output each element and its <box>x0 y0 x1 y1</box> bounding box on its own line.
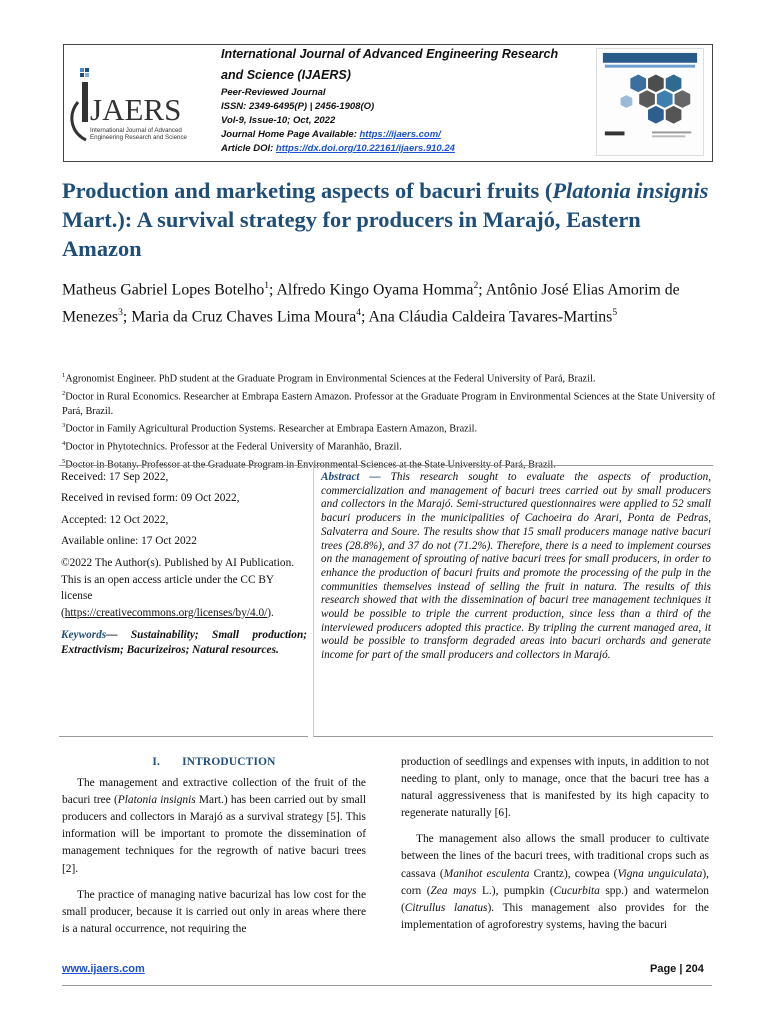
cover-hexagons <box>621 75 691 124</box>
keywords-dash: — <box>106 629 131 642</box>
affiliations <box>62 369 718 473</box>
issn: ISSN: 2349-6495(P) | 2456-1908(O) <box>221 101 375 112</box>
footer-divider <box>62 985 712 986</box>
affiliation-2 <box>62 387 718 419</box>
author-3-sup: 3 <box>118 307 123 318</box>
species-name: Citrullus lanatus <box>404 901 488 914</box>
affiliation-num: 1 <box>62 372 66 379</box>
author-separator: ; <box>122 308 132 326</box>
author-4: Maria da Cruz Chaves Lima Moura <box>131 308 357 326</box>
species-name: Zea mays <box>430 884 477 897</box>
home-page-line <box>221 128 593 142</box>
paragraph <box>401 831 709 934</box>
page-label: Page <box>650 963 677 975</box>
paragraph: The practice of managing native bacurizal has low cost for the small producer, because it is carried out only in areas where there is a natural occurrence, not requiring the <box>62 888 366 935</box>
affiliation-1 <box>62 369 718 387</box>
affiliation-3 <box>62 419 718 437</box>
species-name: Cucurbita <box>553 884 600 897</box>
journal-name-line2: and Science (IJAERS) <box>221 68 351 82</box>
species-name: Manihot esculenta <box>443 867 530 880</box>
paragraph-text: The management and extractive collection of the fruit of the bacuri tree ( <box>62 777 366 807</box>
doi-label: Article DOI: <box>221 143 276 154</box>
author-2: Alfredo Kingo Oyama Homma <box>276 281 474 299</box>
paragraph-text: L.), pumpkin ( <box>476 884 554 897</box>
journal-info <box>221 44 593 156</box>
abstract-dash: — <box>359 471 391 483</box>
body-column-left <box>62 754 366 947</box>
logo-emblem <box>72 68 89 140</box>
abstract-label: Abstract <box>321 471 360 483</box>
revised-date: Received in revised form: 09 Oct 2022, <box>61 492 240 505</box>
affiliation-text: Doctor in Rural Economics. Researcher at Embrapa Eastern Amazon. Professor at the Graduate Program in Environmental Sciences at the State University of Pará, Brazil. <box>62 391 716 417</box>
author-list <box>62 275 718 329</box>
section-heading-introduction <box>62 754 366 771</box>
author-2-sup: 2 <box>473 281 479 291</box>
paragraph <box>62 775 366 878</box>
page-num: 204 <box>685 963 704 975</box>
cover-logo-mark <box>605 131 625 135</box>
section-title: INTRODUCTION <box>182 756 276 768</box>
affiliation-num: 2 <box>62 389 66 397</box>
logo-subtitle-1: International Journal of Advanced <box>90 127 182 134</box>
title-part1: Production and marketing aspects of bacuri fruits ( <box>62 178 553 203</box>
license-statement <box>61 555 307 621</box>
keywords-label: Keywords <box>61 629 107 642</box>
doi-link[interactable]: https://dx.doi.org/10.22161/ijaers.910.24 <box>275 143 455 154</box>
species-name: Vigna unguiculata <box>617 867 703 880</box>
author-separator: ; <box>361 308 369 326</box>
author-1-sup: 1 <box>264 281 269 291</box>
author-separator: ; <box>478 281 486 299</box>
affiliation-text: Doctor in Phytotechnics. Professor at the Federal University of Maranhão, Brazil. <box>65 441 402 453</box>
peer-reviewed-label: Peer-Reviewed Journal <box>221 87 326 98</box>
cover-header-band <box>603 53 697 63</box>
volume-issue: Vol-9, Issue-10; Oct, 2022 <box>221 115 336 126</box>
author-5: Ana Cláudia Caldeira Tavares-Martins <box>368 308 613 326</box>
author-5-sup: 5 <box>612 307 618 318</box>
body-column-right <box>401 754 709 943</box>
article-dates <box>61 470 307 658</box>
paragraph-text: The management also allows the small producer to cultivate between the lines of the bacuri trees, with traditional crops such as cassava ( <box>401 833 709 880</box>
abstract-text: This research sought to evaluate the aspects of production, commercialization and management of bacuri trees carried out by small producers and collectors in the Marajó. Semi-structured questionnaires were applied to 52 small bacuri producers in the municipalities of Cachoeira do Arari, Ponta de Pedras, Salvaterra and Soure. The results show that 15 small producers manage native bacuri trees (28.8%), and 37 do not (71.2%). Therefore, there is a need to implement courses on the management of sprouting of native bacuri trees for small producers, in order to enhance the production of bacuri fruits and promote the processing of the pulp in the communities themselves instead of selling the fruit in natura. The results of this research showed that with the dissemination of bacuri tree management techniques it would be possible to triple the current production, since less than a third of the interviewed producers adopted this practice. By tripling the current managed area, it would be possible to transform degraded areas into bacuri orchards and generate income for part of the small producers and collectors in Marajó. <box>321 471 711 662</box>
paragraph-text: Mart.) has been carried out by small producers and collectors in Marajó as a survival strategy [5]. This information will be important to promote the dissemination of management techniques for the regrowth of native bacuri trees [2]. <box>62 794 366 875</box>
paragraph-text: spp.) and watermelon ( <box>401 884 709 914</box>
license-text: ©2022 The Author(s). Published by AI Publication. This is an open access article under the CC BY license ( <box>61 557 295 619</box>
home-page-link[interactable]: https://ijaers.com/ <box>359 129 441 140</box>
cover-subband <box>605 65 695 68</box>
keywords <box>61 628 307 658</box>
title-part2: Mart.): A survival strategy for producers in Marajó, Eastern Amazon <box>62 207 641 261</box>
author-1: Matheus Gabriel Lopes Botelho <box>62 281 265 299</box>
affiliation-num: 5 <box>62 458 66 466</box>
author-separator: ; <box>269 281 277 299</box>
logo-text: JAERS <box>90 92 182 127</box>
paragraph-text: ). This management also provides for the implementation of agroforestry systems, having the bacuri <box>401 901 709 931</box>
journal-name-line1: International Journal of Advanced Engineering Research <box>221 47 559 61</box>
affiliation-text: Doctor in Family Agricultural Production Systems. Researcher at Embrapa Eastern Amazon, Brazil. <box>65 423 478 435</box>
logo-subtitle-2: Engineering Research and Science <box>90 134 187 141</box>
cover-text-line <box>652 131 691 133</box>
keywords-text: Sustainability; Small production; Extractivism; Bacurizeiros; Natural resources. <box>61 629 307 657</box>
paragraph: production of seedlings and expenses with inputs, in addition to not needing to plant, only to manage, once that the bacuri tree has a natural aggressiveness that is manifested by its high capacity to regenerate naturally [6]. <box>401 756 709 820</box>
doi-line <box>221 142 593 156</box>
species-name: Platonia insignis <box>117 794 196 807</box>
article-title <box>62 176 718 263</box>
page-separator: | <box>676 963 686 975</box>
journal-logo <box>66 62 206 148</box>
affiliation-text: Doctor in Botany. Professor at the Graduate Program in Environmental Sciences at the State University of Pará, Brazil. <box>65 459 556 471</box>
home-page-label: Journal Home Page Available: <box>221 129 360 140</box>
affiliation-num: 4 <box>62 440 66 448</box>
paragraph-text: Crantz), cowpea ( <box>529 867 618 880</box>
accepted-date: Accepted: 12 Oct 2022, <box>61 513 169 526</box>
cover-text-line <box>652 135 685 137</box>
author-3: Antônio José Elias Amorim de Menezes <box>62 281 680 326</box>
journal-cover-image <box>596 48 704 156</box>
affiliation-4 <box>62 437 718 455</box>
page-number <box>650 963 704 975</box>
title-species: Platonia insignis <box>552 178 709 203</box>
received-date: Received: 17 Sep 2022, <box>61 471 169 483</box>
license-link[interactable]: https://creativecommons.org/licenses/by/4.0/ <box>64 606 268 619</box>
paragraph-text: ), corn ( <box>401 867 709 897</box>
footer-website-link[interactable]: www.ijaers.com <box>62 963 145 975</box>
license-text-end: ). <box>267 606 274 619</box>
affiliation-num: 3 <box>62 422 66 430</box>
affiliation-text: Agronomist Engineer. PhD student at the Graduate Program in Environmental Sciences at the Federal University of Pará, Brazil. <box>65 373 596 385</box>
online-date: Available online: 17 Oct 2022 <box>61 534 197 547</box>
author-4-sup: 4 <box>356 307 362 318</box>
abstract <box>321 471 711 663</box>
section-number: I. <box>152 756 161 768</box>
